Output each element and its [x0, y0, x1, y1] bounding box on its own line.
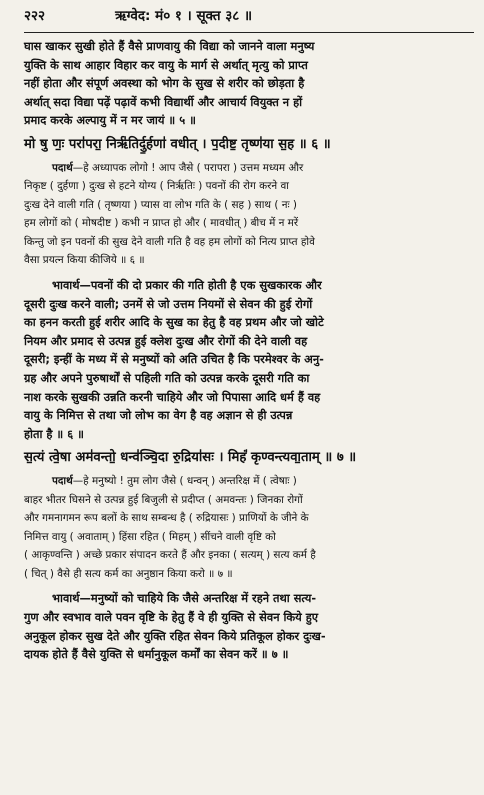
bhavartha-line: अनुकूल होकर सुख देते और युक्ति रहित सेवन किये प्रतिकूल होकर दुःख-	[24, 628, 326, 643]
intro-line: घास खाकर सुखी होते हैं वैसे प्राणवायु की विद्या को जानने वाला मनुष्य	[24, 39, 315, 53]
padartha-line: और गमनागमन रूप बलों के साथ सम्बन्ध है ( रुद्रियासः ) प्राणियों के जीने के	[24, 512, 309, 525]
intro-paragraph	[24, 37, 474, 130]
intro-line: अर्थात् सदा विद्या पढ़ें पढ़ावें कभी विद्यार्थी और आचार्य वियुक्त न हों	[24, 94, 303, 109]
bhavartha-text: —मनुष्यों को चाहिये कि जैसे अन्तरिक्ष में रहने तथा सत्य-	[79, 591, 317, 606]
bhavartha-line: का हनन करती हुई शरीर आदि के सुख का हेतु है वह प्रथम और जो खोटे	[24, 315, 324, 330]
bhavartha-line	[24, 276, 474, 295]
mantra-6: मो षु णः॒ परा॑परा॒ निर्ऋ॑तिर्दु॒र्हणा॑ वधीत् । प॒दीष्ट॒ तृष्ण॑या स॒ह ॥ ६ ॥	[24, 136, 331, 152]
padartha-line: वैसा प्रयत्न किया कीजिये ॥ ६ ॥	[24, 254, 145, 267]
padartha-label: पदार्थ	[52, 161, 73, 174]
bhavartha-line: नाश करके सुखकी उन्नति करनी चाहिये और जो पिपासा आदि धर्म हैं वह	[24, 389, 321, 404]
intro-line: युक्ति के साथ आहार विहार कर वायु के मार्ग से अर्थात् मृत्यु को प्राप्त	[24, 57, 308, 72]
padartha-line: दुःख देने वाली गति ( तृष्णया ) प्यास वा लोभ गति के ( सह ) साथ ( नः )	[24, 198, 297, 211]
bhavartha-line	[24, 589, 474, 608]
page-header	[24, 6, 474, 32]
padartha-line: हम लोगों को ( मोषदीष्ट ) कभी न प्राप्त हो और ( मावधीत् ) बीच में न मरें	[24, 217, 299, 230]
bhavartha-line: नियम और प्रमाद से उत्पन्न हुई क्लेश दुःख और रोगों की देने वाली वह	[24, 333, 308, 348]
bhavartha-line: ग्रह और अपने पुरुषार्थों से पहिली गति को उत्पन्न करके दूसरी गति का	[24, 370, 310, 385]
bhavartha-6	[24, 276, 474, 443]
padartha-6	[24, 159, 474, 270]
padartha-line: बाहर भीतर घिसने से उत्पन्न हुई बिजुली से प्रदीप्त ( अमवन्तः ) जिनका रोगों	[24, 493, 303, 506]
bhavartha-line: होता है ॥ ६ ॥	[24, 426, 84, 441]
bhavartha-line: दूसरी; इन्हीं के मध्य में से मनुष्यों को अति उचित है कि परमेश्वर के अनु-	[24, 352, 324, 367]
page-number: २२२	[24, 8, 46, 24]
intro-line: प्रमाद करके अल्पायु में न मर जायं ॥ ५ ॥	[24, 113, 196, 128]
padartha-text: —हे अध्यापक लोगो ! आप जैसे ( परापरा ) उत्तम मध्यम और	[72, 161, 304, 174]
padartha-line	[24, 472, 474, 491]
header-rule	[24, 32, 474, 33]
padartha-line: ( चित् ) वैसे ही सत्य कर्म का अनुष्ठान किया करो ॥ ७ ॥	[24, 567, 233, 580]
bhavartha-line: दूसरी दुःख करने वाली; उनमें से जो उत्तम नियमों से सेवन की हुई रोगों	[24, 296, 313, 311]
bhavartha-7	[24, 589, 474, 663]
padartha-line: किन्तु जो इन पवनों की सुख देने वाली गति है वह हम लोगों को नित्य प्राप्त होवे	[24, 235, 315, 248]
mantra-7: स॒त्यं त्वे॒षा अम॑वन्तो॒ धन्व॑ञ्चि॒दा रु॒द्रिया॑सः । मिहं॑ कृण्वन्त्यवा॒ताम् ॥ ७ ॥	[24, 450, 357, 466]
bhavartha-label: भावार्थ	[52, 591, 80, 606]
padartha-line: निकृष्ट ( दुर्हणा ) दुःख से हटने योग्य ( निर्ऋतिः ) पवनों की रोग करने वा	[24, 180, 289, 193]
intro-line: नहीं होता और संपूर्ण अवस्था को भोग के सुख से शरीर को छोड़ता है	[24, 76, 305, 91]
bhavartha-line: दायक होते हैं वैसे युक्ति से धर्मानुकूल कर्मों का सेवन करें ॥ ७ ॥	[24, 647, 289, 662]
padartha-line	[24, 159, 474, 178]
bhavartha-text: —पवनों की दो प्रकार की गति होती है एक सुखकारक और	[79, 277, 322, 292]
page-title: ऋग्वेद: मं० १ । सूक्त ३८ ॥	[115, 8, 253, 24]
bhavartha-line: वायु के निमित्त से तथा जो लोभ का वेग है वह अज्ञान से ही उत्पन्न	[24, 408, 293, 423]
padartha-line: निमित्त वायु ( अवाताम् ) हिंसा रहित ( मिहम् ) सींचने वाली वृष्टि को	[24, 530, 276, 543]
bhavartha-label: भावार्थ	[52, 277, 80, 292]
bhavartha-line: गुण और स्वभाव वाले पवन वृष्टि के हेतु हैं वे ही युक्ति से सेवन किये हुए	[24, 609, 319, 624]
padartha-7	[24, 472, 474, 583]
padartha-label: पदार्थ	[52, 475, 73, 488]
padartha-text: —हे मनुष्यो ! तुम लोग जैसे ( धन्वन् ) अन्तरिक्ष में ( त्वेषाः )	[72, 475, 297, 488]
padartha-line: ( आकृण्वन्ति ) अच्छे प्रकार संपादन करते हैं और इनका ( सत्यम् ) सत्य कर्म है	[24, 549, 316, 562]
